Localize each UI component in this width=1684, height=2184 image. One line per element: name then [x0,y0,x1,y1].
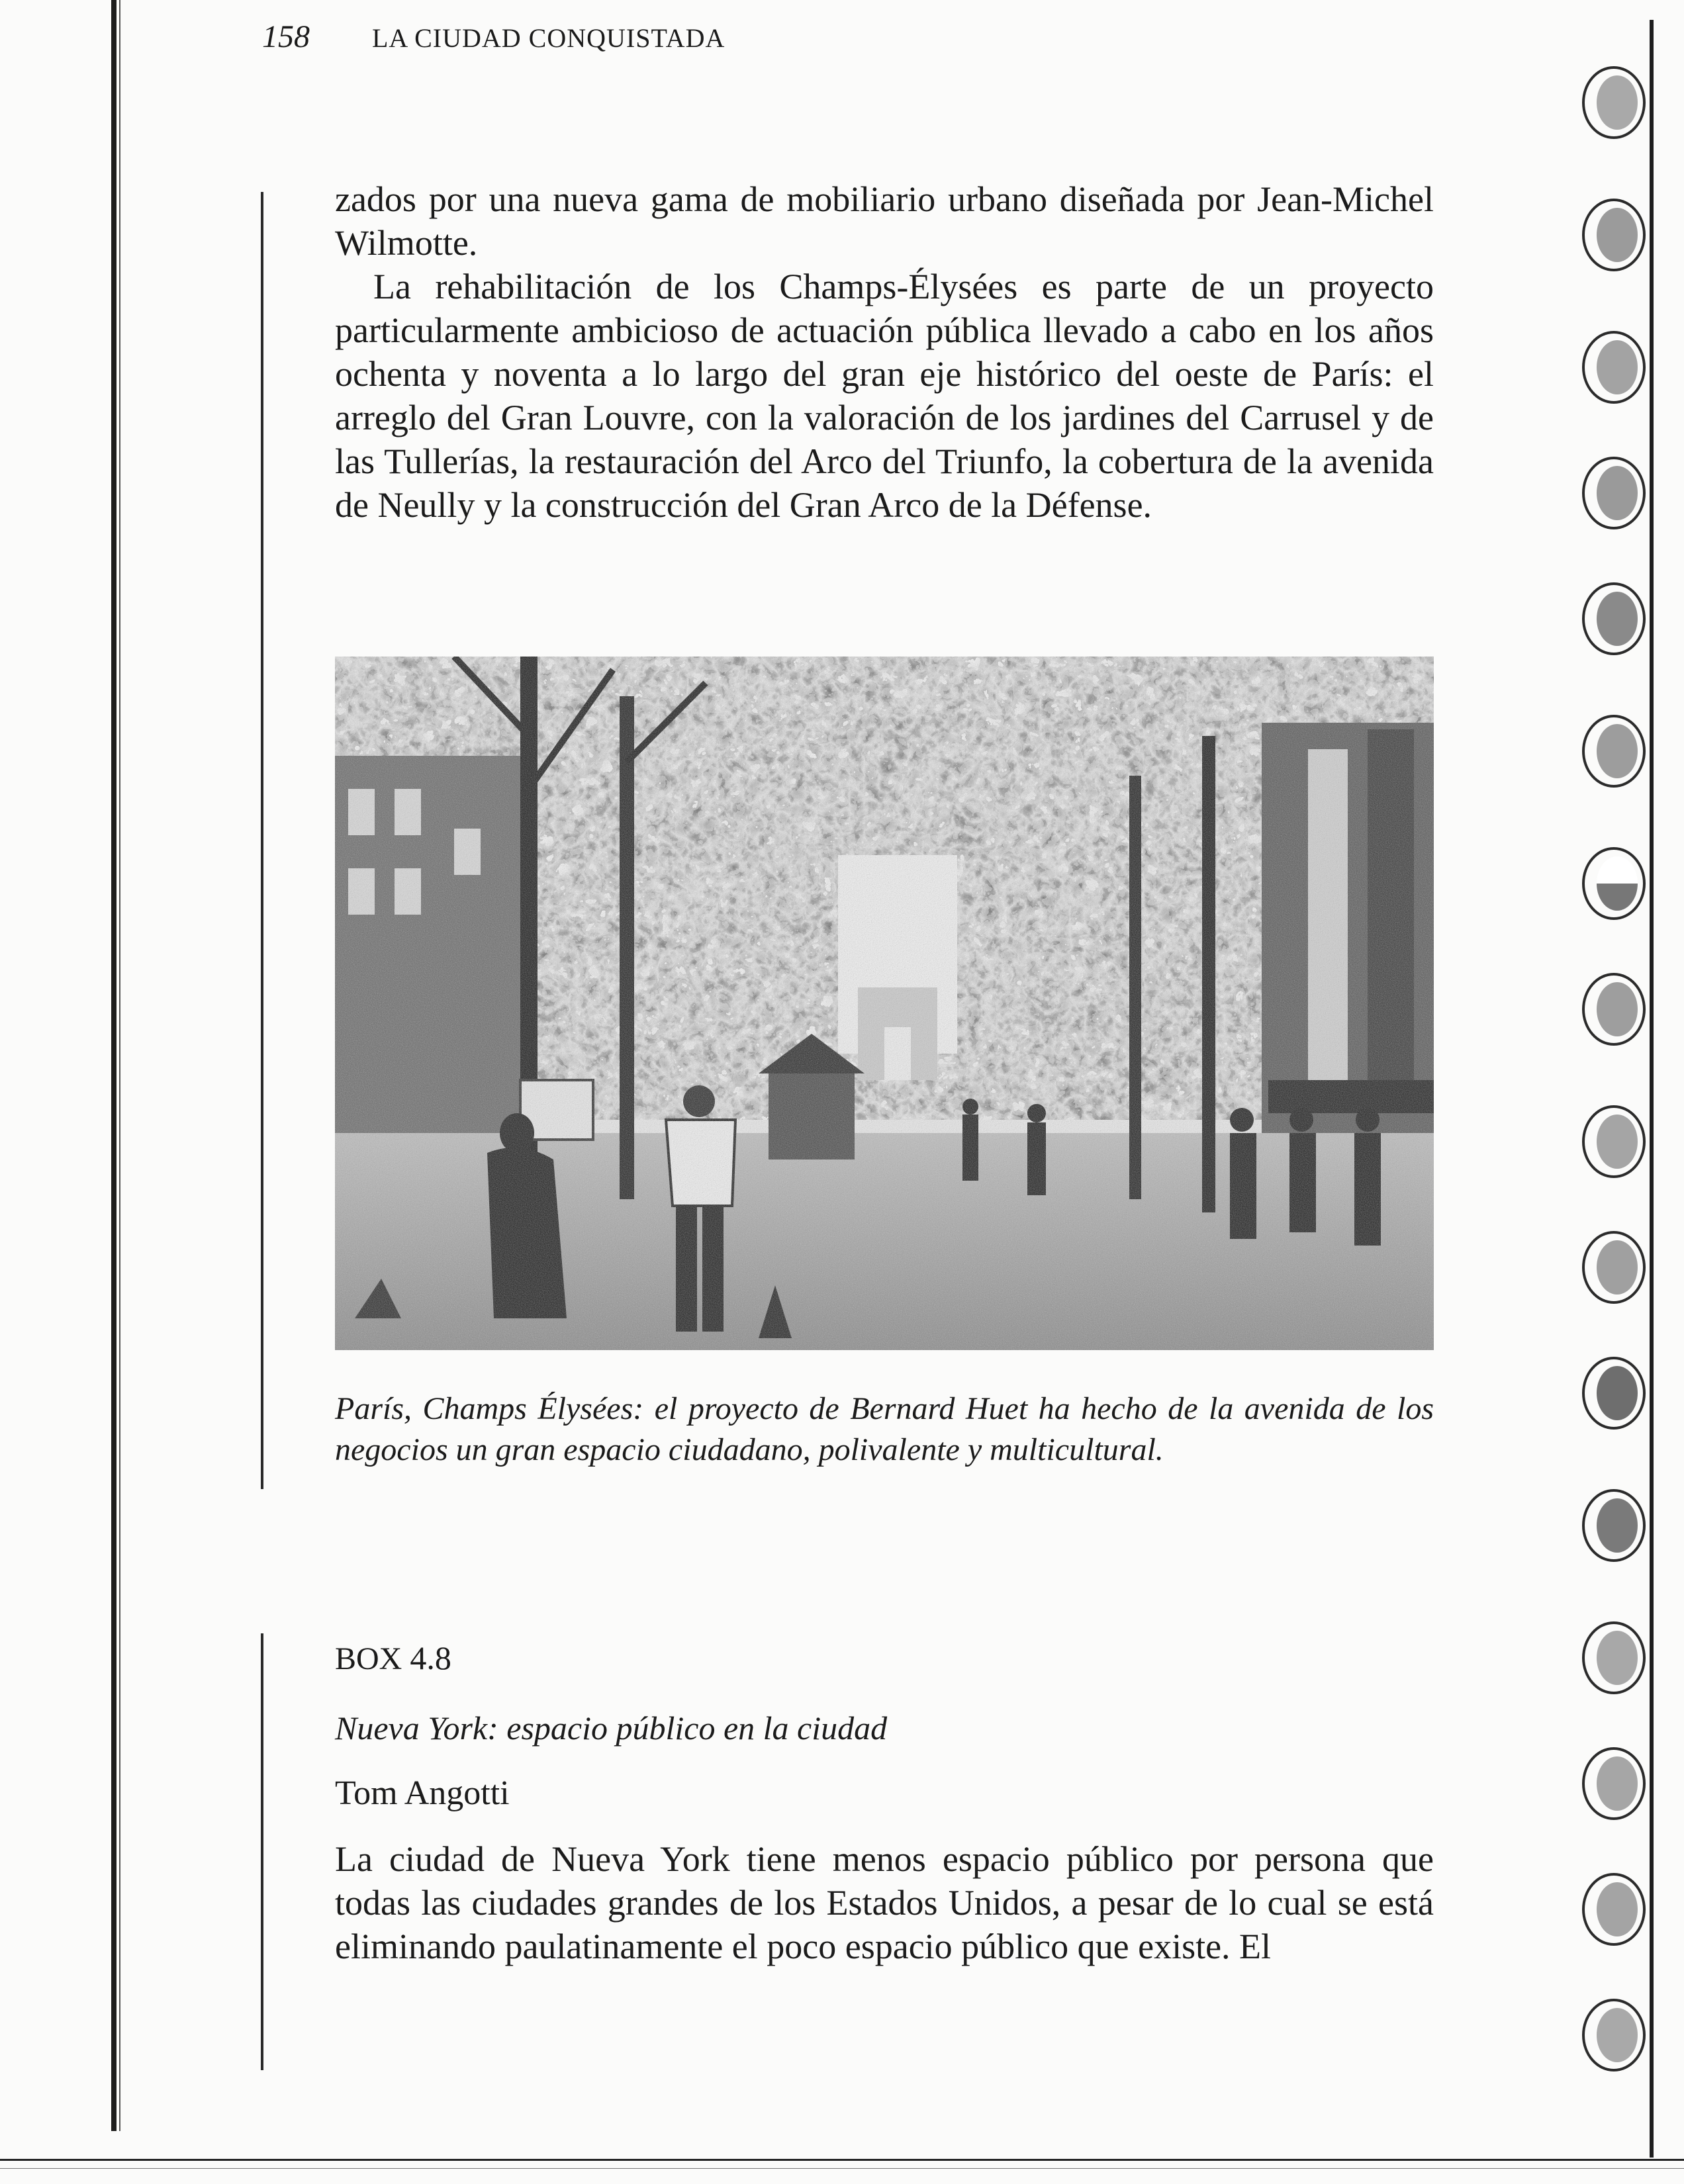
binding-ring [1582,847,1646,920]
box-title: Nueva York: espacio público en la ciudad [335,1709,888,1747]
running-title: LA CIUDAD CONQUISTADA [372,23,725,53]
figure-caption: París, Champs Élysées: el proyecto de Bernard Huet ha hecho de la avenida de los negocios un gran espacio ciudadano, polivalente y multicultural. [335,1391,1434,1467]
binding-ring [1582,331,1646,404]
box-author: Tom Angotti [335,1774,510,1812]
binding-ring [1582,1621,1646,1694]
box-label [335,1639,451,1677]
scan-edge-bottom [0,2159,1684,2161]
binding-ring [1582,1747,1646,1820]
binding-ring [1582,66,1646,139]
binding-ring [1582,199,1646,271]
binding-ring [1582,457,1646,529]
binding-ring [1582,1489,1646,1562]
binding-ring [1582,1105,1646,1178]
binding-spine [1650,20,1654,2158]
binding-ring [1582,1357,1646,1430]
scan-edge-left [111,0,117,2131]
binding-ring [1582,582,1646,655]
box-paragraph: La ciudad de Nueva York tiene menos espacio público por persona que todas las ciudades grandes de los Estados Unidos, a pesar de lo cual se está eliminando paulatinamente el poco espacio público que existe. El [335,1839,1434,1966]
binding-ring [1582,715,1646,788]
margin-bar-box [261,1633,263,2070]
page-number: 158 [262,19,310,54]
binding-ring [1582,973,1646,1046]
box-label-text: BOX [335,1641,402,1676]
box-number: 4.8 [410,1639,451,1676]
margin-bar-top [261,192,263,1489]
body-paragraph-2: La rehabilitación de los Champs-Élysées es parte de un proyecto particularmente ambicioso de actuación pública llevado a cabo en los años ochenta y noventa a lo largo del gran eje histórico del oeste de París: el arreglo del Gran Louvre, con la valoración de los jardines del Carrusel y de las Tullerías, la restauración del Arco del Triunfo, la cobertura de la avenida de Neully y la construcción del Gran Arco de la Défense. [335,267,1434,525]
scan-edge-left-inner [119,0,120,2131]
binding-ring [1582,1999,1646,2071]
body-paragraph-1: zados por una nueva gama de mobiliario urbano diseñada por Jean-Michel Wilmotte. [335,179,1434,263]
photo-champs-elysees [335,657,1434,1350]
scan-edge-bottom-inner [0,2168,1684,2169]
binding-ring [1582,1873,1646,1946]
binding-ring [1582,1231,1646,1304]
